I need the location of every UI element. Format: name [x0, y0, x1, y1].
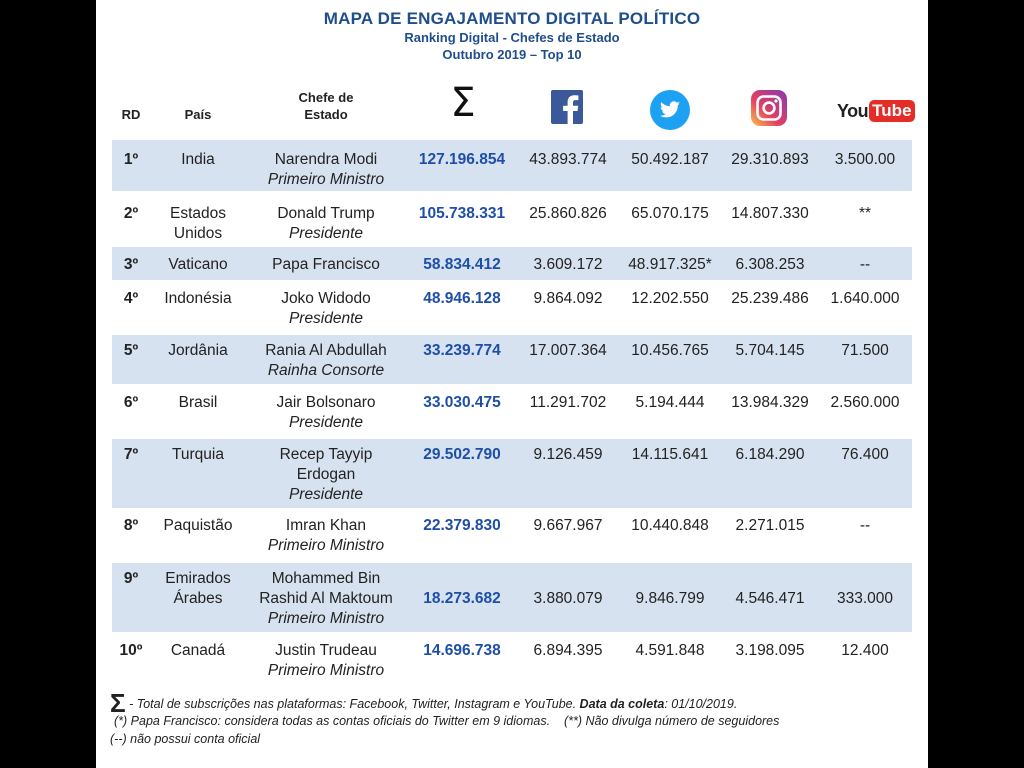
instagram-cell: 14.807.330: [722, 192, 818, 245]
country-cell: [150, 509, 246, 561]
instagram-cell: 6.184.290: [722, 437, 818, 509]
leader-name: Justin Trudeau: [275, 641, 377, 659]
leader-name: Narendra Modi: [274, 151, 378, 168]
leader-name: Erdogan: [296, 465, 356, 483]
twitter-cell: 14.115.641: [618, 437, 722, 509]
rank-cell: 2º: [112, 192, 150, 245]
ranking-sheet: [96, 0, 928, 768]
facebook-cell: 3.880.079: [518, 561, 618, 633]
table-row: [112, 333, 912, 385]
twitter-cell: 9.846.799: [618, 561, 722, 633]
youtube-cell: 12.400: [818, 633, 912, 685]
twitter-cell: 10.440.848: [618, 509, 722, 561]
instagram-cell: 6.308.253: [722, 245, 818, 281]
country-cell: [150, 245, 246, 281]
leader-role: Presidente: [288, 413, 364, 431]
total-cell: 58.834.412: [406, 245, 518, 281]
leader-role: Primeiro Ministro: [267, 536, 385, 554]
footnote-date-value: : 01/10/2019.: [664, 697, 738, 711]
facebook-cell: 25.860.826: [518, 192, 618, 245]
col-header-rd: RD: [121, 107, 141, 122]
table-row: [112, 633, 912, 685]
table-row: [112, 245, 912, 281]
country-cell: [150, 633, 246, 685]
country-line: Árabes: [173, 589, 223, 607]
table-row: [112, 561, 912, 633]
leader-role: Primeiro Ministro: [267, 609, 385, 627]
rank-cell: 9º: [112, 561, 150, 633]
facebook-cell: 3.609.172: [518, 245, 618, 281]
youtube-icon: [837, 98, 915, 124]
leader-role: Rainha Consorte: [267, 361, 385, 379]
leader-role: Primeiro Ministro: [267, 171, 385, 188]
rank-cell: 8º: [112, 509, 150, 561]
twitter-cell: 12.202.550: [618, 281, 722, 333]
facebook-cell: 43.893.774: [518, 140, 618, 192]
leader-role: Presidente: [288, 485, 364, 503]
country-cell: [150, 437, 246, 509]
rank-cell: 3º: [112, 245, 150, 281]
facebook-cell: 17.007.364: [518, 333, 618, 385]
twitter-cell: 65.070.175: [618, 192, 722, 245]
leader-name: Recep Tayyip: [279, 445, 373, 463]
youtube-cell: **: [818, 192, 912, 245]
total-cell: 14.696.738: [406, 633, 518, 685]
rank-cell: 10º: [112, 633, 150, 685]
twitter-cell: 10.456.765: [618, 333, 722, 385]
twitter-cell: 4.591.848: [618, 633, 722, 685]
country-line: Jordânia: [168, 341, 228, 359]
total-cell: 29.502.790: [406, 437, 518, 509]
facebook-icon: [551, 90, 583, 124]
instagram-icon: [751, 90, 787, 126]
leader-cell: [246, 509, 406, 561]
leader-cell: [246, 633, 406, 685]
page-title: MAPA DE ENGAJAMENTO DIGITAL POLÍTICO: [323, 9, 701, 28]
rank-cell: 7º: [112, 437, 150, 509]
rank-cell: 4º: [112, 281, 150, 333]
twitter-cell: 48.917.325*: [618, 245, 722, 281]
youtube-cell: 333.000: [818, 561, 912, 633]
leader-role: Presidente: [288, 224, 364, 242]
leader-cell: [246, 192, 406, 245]
sigma-icon: Σ: [450, 80, 476, 126]
youtube-you-label: You: [837, 100, 869, 121]
youtube-cell: 2.560.000: [818, 385, 912, 437]
instagram-cell: 13.984.329: [722, 385, 818, 437]
leader-name: Imran Khan: [285, 516, 367, 534]
rank-cell: 5º: [112, 333, 150, 385]
leader-name: Jair Bolsonaro: [276, 393, 376, 411]
rank-cell: 6º: [112, 385, 150, 437]
table-row: [112, 281, 912, 333]
col-header-pais: País: [184, 107, 212, 122]
youtube-cell: 3.500.00: [818, 140, 912, 192]
table-row: [112, 437, 912, 509]
table-row: [112, 509, 912, 561]
leader-name: Rania Al Abdullah: [265, 341, 387, 359]
instagram-cell: 4.546.471: [722, 561, 818, 633]
period-label: Outubro 2019 – Top 10: [442, 47, 582, 62]
page-subtitle: Ranking Digital - Chefes de Estado: [404, 30, 620, 45]
country-line: Brasil: [178, 393, 218, 411]
total-cell: 33.239.774: [406, 333, 518, 385]
twitter-icon: [649, 89, 691, 131]
leader-cell: [246, 281, 406, 333]
country-cell: [150, 333, 246, 385]
country-line: Turquia: [172, 445, 224, 463]
facebook-cell: 11.291.702: [518, 385, 618, 437]
footnote-francisco: (*) Papa Francisco: considera todas as contas oficiais do Twitter em 9 idiomas.: [114, 714, 551, 728]
youtube-cell: --: [818, 245, 912, 281]
footnote-sigma-text: - Total de subscrições nas plataformas: Facebook, Twitter, Instagram e YouTube.: [125, 697, 580, 711]
facebook-cell: 9.667.967: [518, 509, 618, 561]
total-cell: 33.030.475: [406, 385, 518, 437]
leader-role: Presidente: [288, 309, 364, 327]
total-cell: 18.273.682: [406, 561, 518, 633]
leader-name: Donald Trump: [277, 204, 375, 222]
table-row: [112, 140, 912, 192]
instagram-cell: 29.310.893: [722, 140, 818, 192]
twitter-cell: 50.492.187: [618, 140, 722, 192]
col-header-chefe: [246, 89, 406, 123]
leader-cell: [246, 385, 406, 437]
facebook-cell: 6.894.395: [518, 633, 618, 685]
sigma-icon: Σ: [110, 688, 126, 718]
facebook-cell: 9.864.092: [518, 281, 618, 333]
country-line: India: [181, 151, 215, 168]
country-cell: [150, 281, 246, 333]
leader-cell: [246, 245, 406, 281]
footnote-line-2: [114, 714, 779, 728]
youtube-cell: 76.400: [818, 437, 912, 509]
table-row: [112, 192, 912, 245]
footnote-dash: (--) não possui conta oficial: [110, 732, 261, 746]
total-cell: 127.196.854: [406, 140, 518, 192]
youtube-cell: 71.500: [818, 333, 912, 385]
leader-cell: [246, 561, 406, 633]
country-cell: [150, 385, 246, 437]
leader-name: Joko Widodo: [281, 289, 371, 307]
instagram-cell: 3.198.095: [722, 633, 818, 685]
table-row: [112, 385, 912, 437]
rank-cell: 1º: [112, 140, 150, 192]
leader-cell: [246, 140, 406, 192]
youtube-tube-label: Tube: [869, 100, 914, 122]
country-line: Canadá: [170, 641, 226, 659]
country-cell: [150, 140, 246, 192]
col-header-chefe-line1: Chefe de: [298, 90, 354, 105]
leader-name: Papa Francisco: [272, 255, 380, 273]
instagram-cell: 25.239.486: [722, 281, 818, 333]
instagram-cell: 2.271.015: [722, 509, 818, 561]
leader-cell: [246, 333, 406, 385]
country-line: Vaticano: [168, 255, 228, 273]
total-cell: 22.379.830: [406, 509, 518, 561]
youtube-cell: --: [818, 509, 912, 561]
country-line: Estados: [169, 204, 226, 222]
country-line: Unidos: [173, 224, 223, 242]
country-cell: [150, 561, 246, 633]
leader-role: Primeiro Ministro: [267, 661, 385, 679]
country-line: Emirados: [165, 569, 231, 587]
country-line: Paquistão: [163, 516, 233, 534]
twitter-cell: 5.194.444: [618, 385, 722, 437]
ranking-table: [112, 140, 912, 685]
footnote-double-star: (**) Não divulga número de seguidores: [563, 714, 780, 728]
leader-name: Mohammed Bin: [271, 569, 381, 587]
youtube-cell: 1.640.000: [818, 281, 912, 333]
country-cell: [150, 192, 246, 245]
col-header-chefe-line2: Estado: [304, 107, 348, 122]
total-cell: 48.946.128: [406, 281, 518, 333]
facebook-cell: 9.126.459: [518, 437, 618, 509]
leader-name: Rashid Al Maktoum: [259, 589, 393, 607]
total-cell: 105.738.331: [406, 192, 518, 245]
instagram-cell: 5.704.145: [722, 333, 818, 385]
footnote-date-label: Data da coleta: [579, 697, 665, 711]
country-line: Indonésia: [164, 289, 232, 307]
leader-cell: [246, 437, 406, 509]
